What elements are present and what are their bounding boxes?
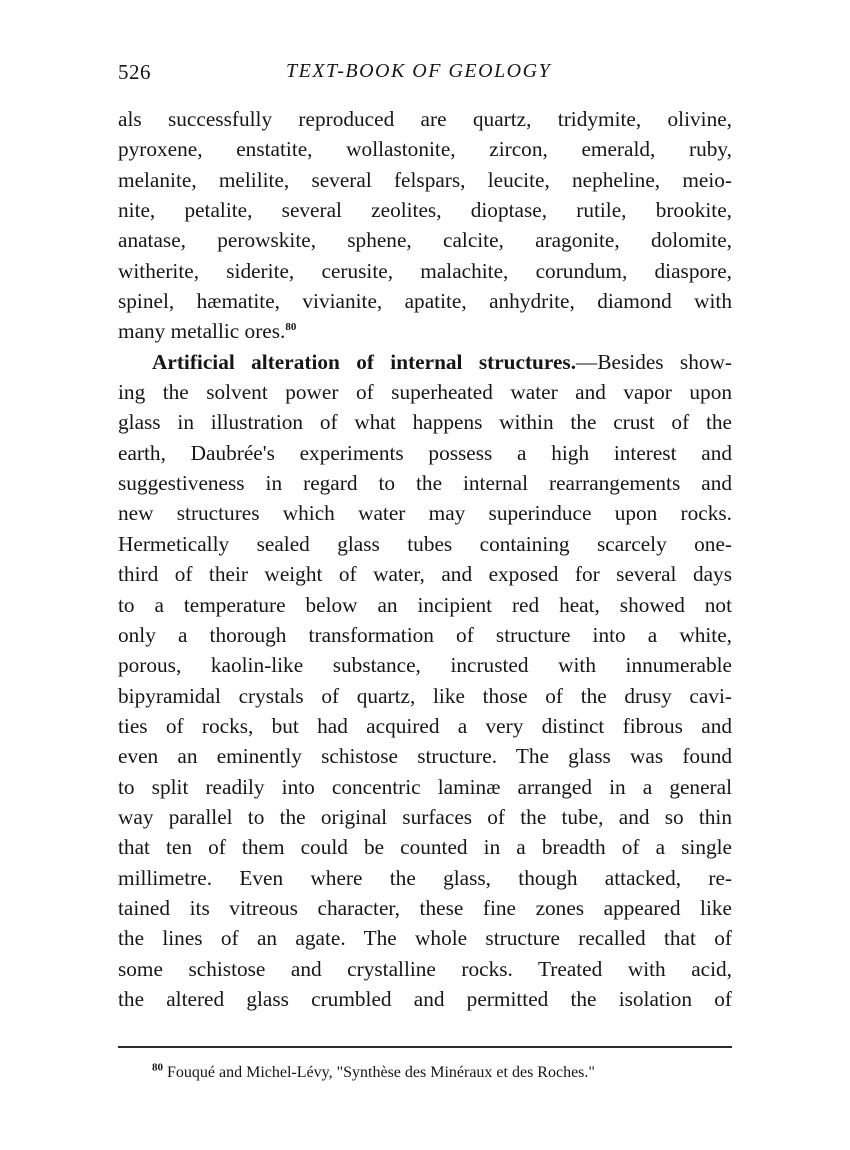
text-line: suggestiveness in regard to the internal rearrangements and [118,471,732,496]
text-line: way parallel to the original surfaces of the tube, and so thin [118,804,732,829]
page-header [118,60,738,90]
text-line: some schistose and crystalline rocks. Treated with acid, [118,956,732,981]
footnote [152,1062,595,1084]
text-line: tained its vitreous character, these fine zones appeared like [118,895,732,920]
side-heading: Artificial alteration of internal structures. [152,349,577,374]
text-line: porous, kaolin-like substance, incrusted with innumerable [118,653,732,678]
text-line: third of their weight of water, and exposed for several days [118,562,732,587]
paragraph-end-line [118,316,732,346]
footnote-text: Fouqué and Michel-Lévy, "Synthèse des Minéraux et des Roches." [167,1064,595,1081]
footnote-number: 80 [152,1061,163,1074]
text-line: spinel, hæmatite, vivianite, apatite, anhydrite, diamond with [118,289,732,314]
side-heading-continuation: —Besides show- [576,349,732,374]
text-line: to split readily into concentric laminæ arranged in a general [118,774,732,799]
text-line: even an eminently schistose structure. The glass was found [118,744,732,769]
text-line: als successfully reproduced are quartz, tridymite, olivine, [118,107,732,131]
text-line: earth, Daubrée's experiments possess a high interest and [118,440,732,465]
text-line: the altered glass crumbled and permitted the isolation of [118,986,732,1011]
text-line: only a thorough transformation of structure into a white, [118,622,732,647]
text-line: anatase, perowskite, sphene, calcite, aragonite, dolomite, [118,228,732,253]
paragraph-start-line [118,347,732,377]
text-line: ing the solvent power of superheated water and vapor upon [118,380,732,405]
text-line: the lines of an agate. The whole structure recalled that of [118,926,732,951]
text-line: bipyramidal crystals of quartz, like those of the drusy cavi- [118,683,732,708]
text-line: millimetre. Even where the glass, though attacked, re- [118,865,732,890]
text-line: Hermetically sealed glass tubes containing scarcely one- [118,531,732,556]
footnote-reference: 80 [285,321,297,334]
text-line: new structures which water may superinduce upon rocks. [118,501,732,526]
page-number: 526 [118,60,151,84]
footnote-divider [118,1046,732,1048]
text-line: melanite, melilite, several felspars, leucite, nepheline, meio- [118,167,732,192]
running-head: TEXT-BOOK OF GEOLOGY [286,60,552,82]
text-line: witherite, siderite, cerusite, malachite, corundum, diaspore, [118,258,732,283]
body-text [118,104,732,1014]
text-line: nite, petalite, several zeolites, dioptase, rutile, brookite, [118,198,732,223]
text-line: that ten of them could be counted in a breadth of a single [118,835,732,860]
text-line: ties of rocks, but had acquired a very distinct fibrous and [118,713,732,738]
text-line: pyroxene, enstatite, wollastonite, zircon, emerald, ruby, [118,137,732,162]
text-line: glass in illustration of what happens within the crust of the [118,410,732,435]
text-line: to a temperature below an incipient red heat, showed not [118,592,732,617]
paragraph-end-text: many metallic ores. [118,319,286,344]
